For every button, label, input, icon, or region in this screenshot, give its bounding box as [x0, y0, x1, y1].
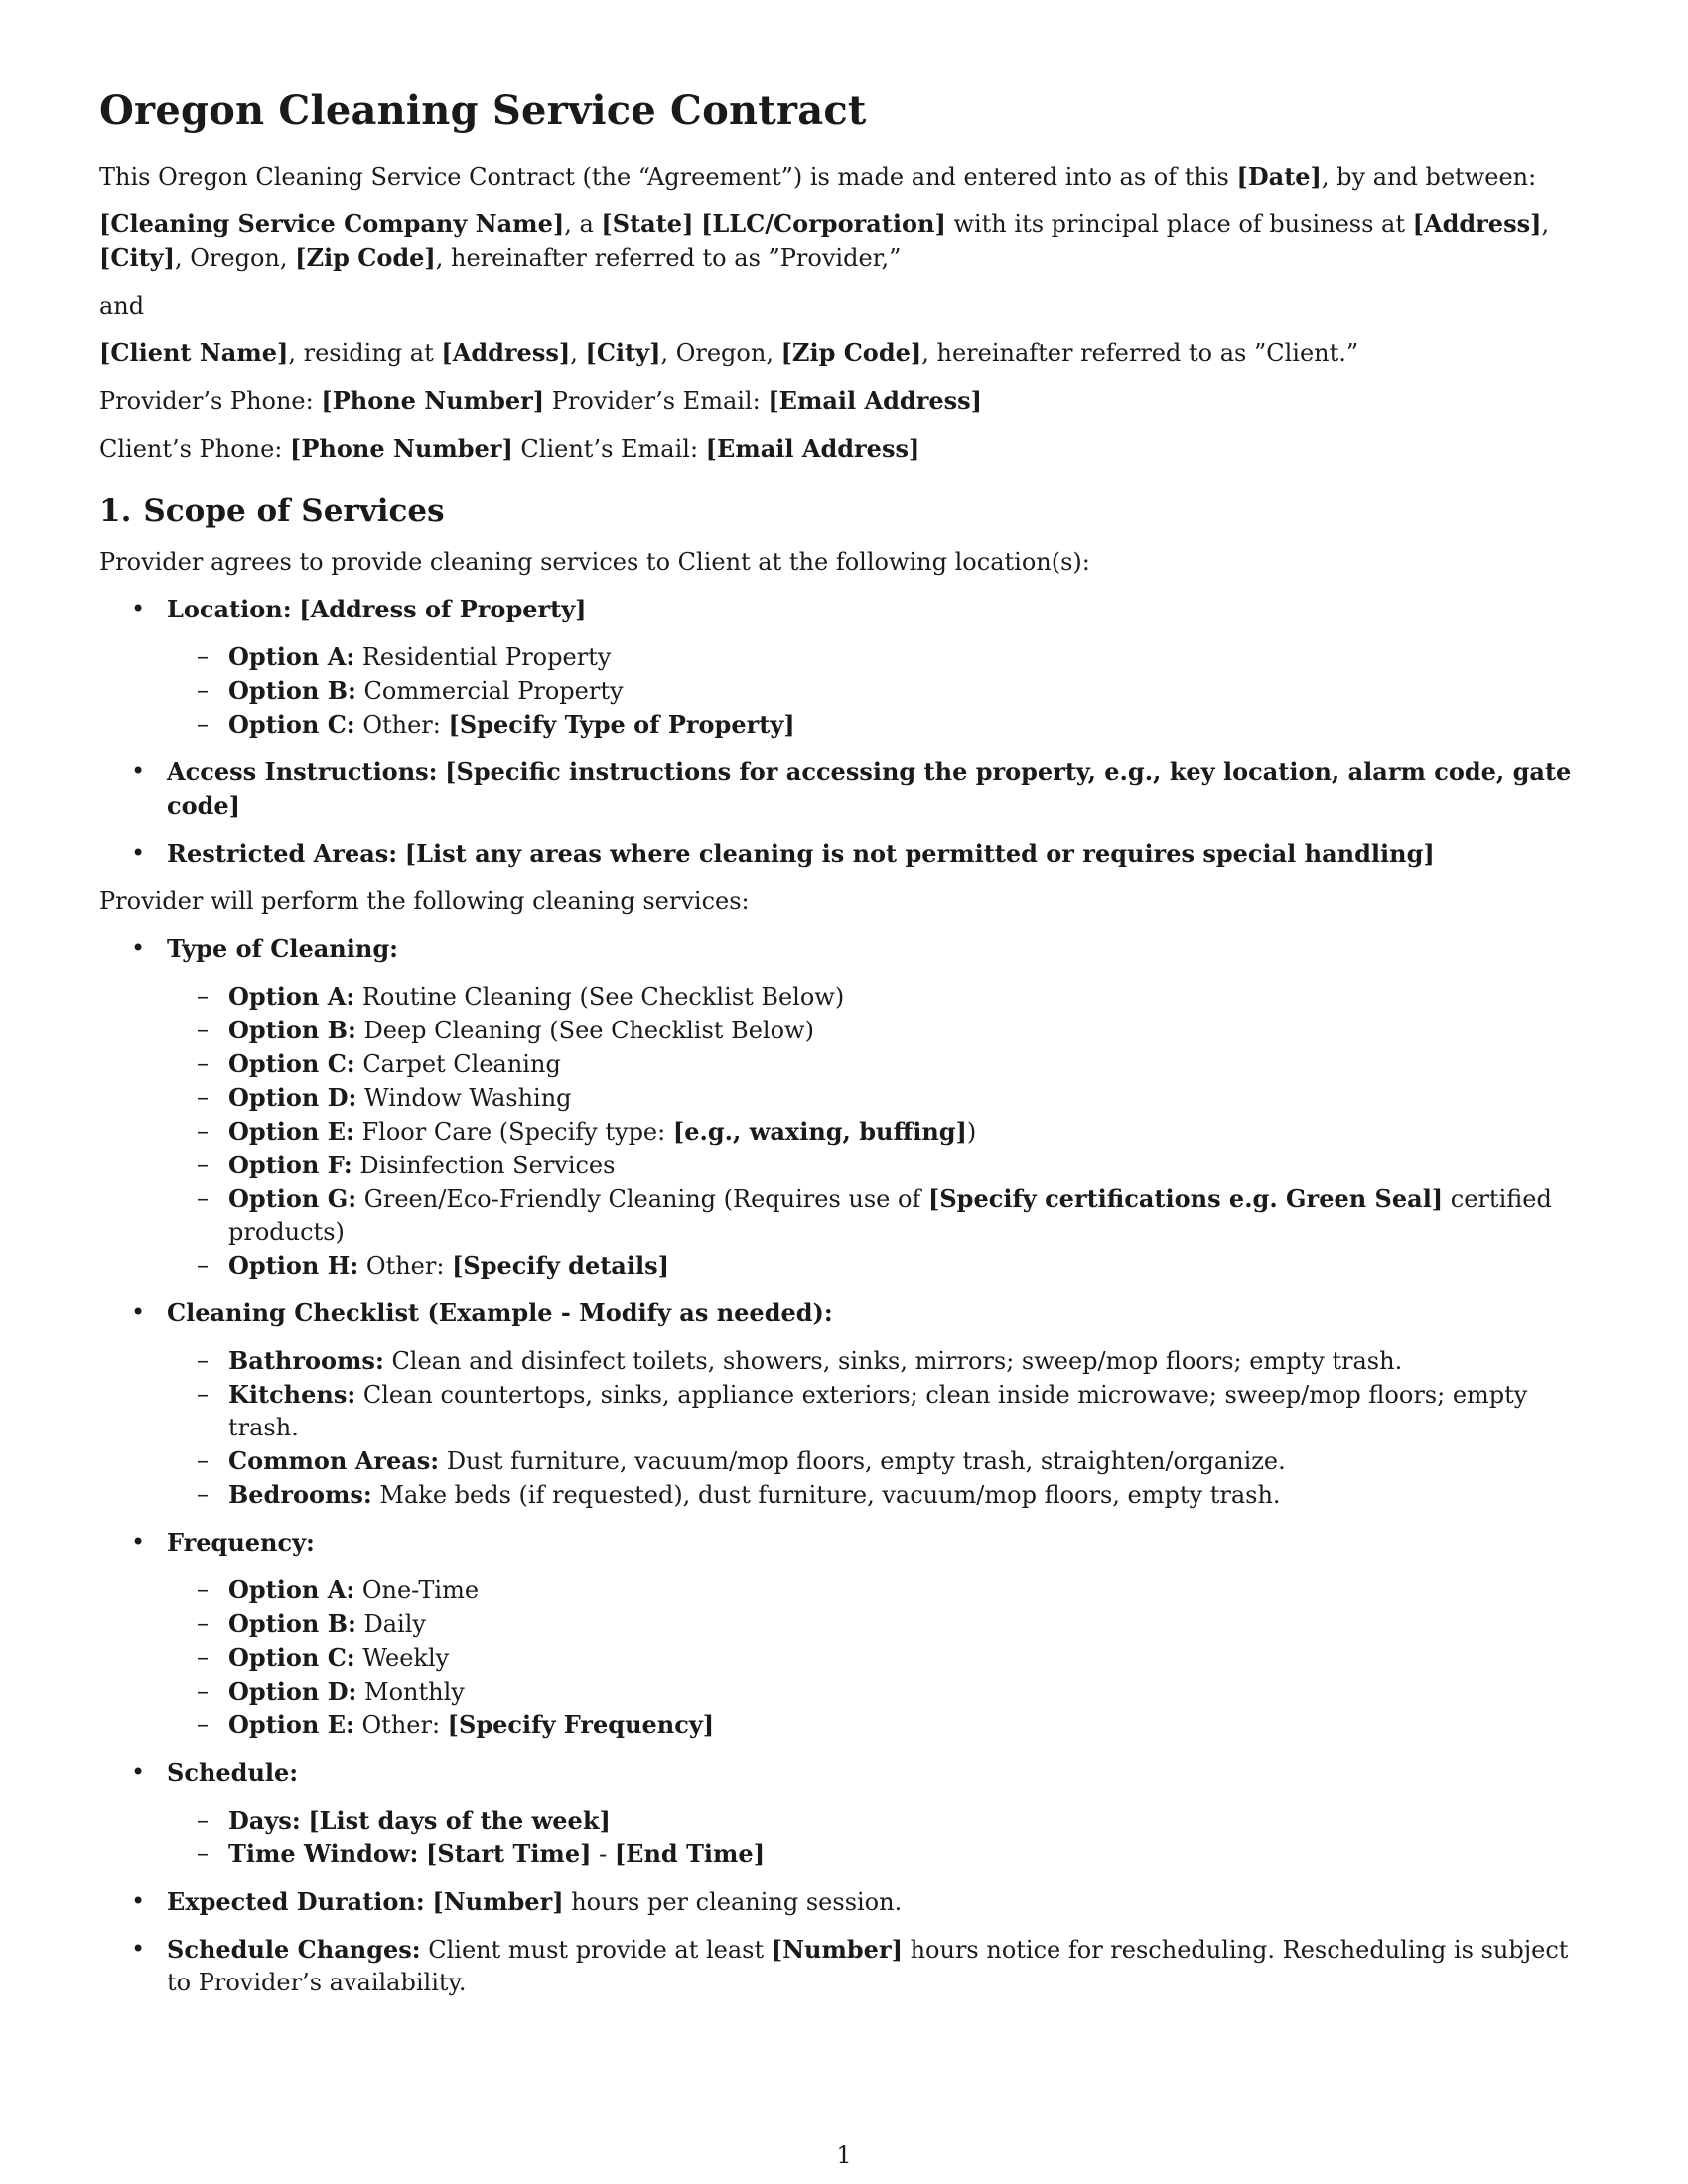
option-text: Other: [365, 1252, 453, 1280]
checklist-item-text: Clean and disinfect toilets, showers, sinks, mirrors; sweep/mop floors; empty trash. [391, 1347, 1403, 1375]
list-item-restricted [167, 837, 1589, 871]
list-item-schedule-changes [167, 1933, 1589, 1999]
list-item [228, 1344, 1589, 1378]
option-text: Other: [362, 711, 449, 739]
list-item-checklist [167, 1297, 1589, 1512]
list-item-schedule [167, 1756, 1589, 1871]
option-placeholder: [Specify Type of Property] [448, 710, 795, 739]
option-label: Option A: [228, 1575, 355, 1604]
list-item [228, 674, 1589, 708]
option-text: Floor Care (Specify type: [361, 1118, 673, 1146]
days-label: Days: [228, 1806, 301, 1835]
client-email-label: Client’s Email: [512, 435, 706, 463]
list-item [228, 1573, 1589, 1607]
provider-email-label: Provider’s Email: [544, 387, 769, 415]
type-label: Type of Cleaning: [167, 934, 398, 963]
client-text: , hereinafter referred to as ”Client.” [921, 340, 1359, 367]
list-item [228, 1444, 1589, 1478]
schedule-changes-label: Schedule Changes: [167, 1935, 421, 1964]
list-item-type-of-cleaning [167, 932, 1589, 1283]
option-text: Carpet Cleaning [362, 1050, 561, 1078]
intro-paragraph [99, 160, 1589, 194]
option-text: One-Time [361, 1576, 480, 1604]
provider-text: , a [564, 210, 602, 238]
client-text: , Oregon, [660, 340, 781, 367]
schedule-changes-text: hours notice for rescheduling. Rescheduling is subject to Provider’s availability. [167, 1936, 1569, 1996]
time-separator: - [591, 1841, 615, 1868]
provider-email-placeholder: [Email Address] [768, 386, 982, 415]
checklist-items [167, 1344, 1589, 1512]
services-intro: Provider will perform the following cleaning services: [99, 887, 750, 915]
option-text: Daily [363, 1610, 426, 1638]
list-item [228, 1641, 1589, 1675]
schedule-items [167, 1804, 1589, 1871]
frequency-options [167, 1573, 1589, 1742]
schedule-changes-text: Client must provide at least [420, 1936, 772, 1964]
client-city-placeholder: [City] [585, 339, 661, 367]
checklist-label: Cleaning Checklist (Example - Modify as needed): [167, 1298, 833, 1327]
restricted-placeholder: [List any areas where cleaning is not permitted or requires special handling] [404, 839, 1435, 868]
duration-label: Expected Duration: [167, 1887, 425, 1916]
section-heading-scope [99, 493, 1589, 529]
list-item [228, 1675, 1589, 1708]
date-placeholder: [Date] [1236, 162, 1322, 191]
client-email-placeholder: [Email Address] [705, 434, 920, 463]
option-label: Option A: [228, 642, 355, 671]
option-label: Option E: [228, 1117, 354, 1146]
provider-text: , [1541, 210, 1550, 238]
option-text: ) [966, 1118, 977, 1146]
restricted-label: Restricted Areas: [167, 839, 398, 868]
option-text: Commercial Property [363, 677, 624, 705]
client-phone-label: Client’s Phone: [99, 435, 291, 463]
checklist-item-text: Make beds (if requested), dust furniture, vacuum/mop floors, empty trash. [379, 1481, 1281, 1509]
list-item-frequency [167, 1526, 1589, 1742]
option-text: Weekly [362, 1644, 450, 1672]
state-placeholder: [State] [601, 209, 694, 238]
provider-phone-label: Provider’s Phone: [99, 387, 322, 415]
option-placeholder: [Specify details] [452, 1251, 669, 1280]
client-paragraph [99, 337, 1589, 370]
list-item [228, 1047, 1589, 1081]
option-placeholder: [Specify certifications e.g. Green Seal] [927, 1184, 1444, 1213]
option-text: Other: [361, 1711, 448, 1739]
provider-text [693, 210, 701, 238]
option-label: Option C: [228, 1643, 355, 1672]
list-item [228, 1182, 1589, 1249]
list-item [228, 1804, 1589, 1838]
location-label: Location: [167, 595, 292, 623]
client-zip-placeholder: [Zip Code] [780, 339, 922, 367]
option-label: Option A: [228, 982, 355, 1011]
access-placeholder: [Specific instructions for accessing the property, e.g., key location, alarm code, gate code] [167, 757, 1572, 820]
cleaning-type-options [167, 980, 1589, 1283]
provider-text: , Oregon, [174, 244, 296, 272]
client-contact-line [99, 432, 1589, 466]
list-item [228, 708, 1589, 742]
duration-placeholder: [Number] [432, 1887, 564, 1916]
provider-city-placeholder: [City] [99, 243, 175, 272]
option-label: Option C: [228, 710, 355, 739]
intro-text: This Oregon Cleaning Service Contract (the “Agreement”) is made and entered into as of this [99, 163, 1237, 191]
client-name-placeholder: [Client Name] [99, 339, 289, 367]
provider-contact-line [99, 384, 1589, 418]
days-placeholder: [List days of the week] [308, 1806, 611, 1835]
list-item-access [167, 755, 1589, 823]
access-label: Access Instructions: [167, 757, 438, 786]
duration-text: hours per cleaning session. [563, 1888, 903, 1916]
option-label: Option B: [228, 1016, 356, 1044]
option-text: Monthly [364, 1678, 465, 1706]
frequency-label: Frequency: [167, 1528, 315, 1557]
option-label: Option F: [228, 1151, 352, 1179]
location-options [167, 640, 1589, 742]
services-list [99, 932, 1589, 1999]
list-item [228, 1708, 1589, 1742]
end-time-placeholder: [End Time] [614, 1840, 766, 1868]
provider-text: with its principal place of business at [945, 210, 1413, 238]
checklist-item-label: Common Areas: [228, 1446, 440, 1475]
option-label: Option C: [228, 1049, 355, 1078]
list-item [228, 1081, 1589, 1115]
provider-zip-placeholder: [Zip Code] [295, 243, 436, 272]
option-text: Green/Eco-Friendly Cleaning (Requires use of [363, 1185, 928, 1213]
document-page [99, 87, 1589, 2013]
list-item-location [167, 593, 1589, 742]
document-title: Oregon Cleaning Service Contract [99, 87, 867, 134]
option-label: Option B: [228, 1609, 356, 1638]
provider-phone-placeholder: [Phone Number] [321, 386, 545, 415]
client-text: , [570, 340, 586, 367]
location-placeholder: [Address of Property] [299, 595, 587, 623]
provider-paragraph [99, 207, 1589, 275]
option-text: Residential Property [361, 643, 612, 671]
client-text: , residing at [288, 340, 442, 367]
option-placeholder: [Specify Frequency] [447, 1710, 715, 1739]
scope-intro: Provider agrees to provide cleaning services to Client at the following location(s): [99, 548, 1090, 576]
list-item [228, 1149, 1589, 1182]
option-text: Deep Cleaning (See Checklist Below) [363, 1017, 814, 1044]
list-item [228, 640, 1589, 674]
section-number: 1. [99, 493, 132, 529]
list-item [228, 1249, 1589, 1283]
list-item [228, 1014, 1589, 1047]
client-address-placeholder: [Address] [441, 339, 571, 367]
list-item [228, 980, 1589, 1014]
checklist-item-text: Dust furniture, vacuum/mop floors, empty trash, straighten/organize. [446, 1447, 1286, 1475]
option-label: Option E: [228, 1710, 354, 1739]
checklist-item-label: Bathrooms: [228, 1346, 384, 1375]
schedule-label: Schedule: [167, 1758, 299, 1787]
option-label: Option D: [228, 1677, 357, 1706]
option-label: Option B: [228, 676, 356, 705]
company-name-placeholder: [Cleaning Service Company Name] [99, 209, 565, 238]
option-placeholder: [e.g., waxing, buffing] [672, 1117, 967, 1146]
option-text: certified products) [228, 1185, 1552, 1246]
client-phone-placeholder: [Phone Number] [290, 434, 513, 463]
entity-type-placeholder: [LLC/Corporation] [701, 209, 946, 238]
list-item [228, 1378, 1589, 1444]
checklist-item-label: Kitchens: [228, 1380, 356, 1409]
time-window-label: Time Window: [228, 1840, 419, 1868]
list-item [228, 1838, 1589, 1871]
option-label: Option H: [228, 1251, 359, 1280]
and-text: and [99, 292, 145, 320]
location-list [99, 593, 1589, 871]
option-text: Routine Cleaning (See Checklist Below) [361, 983, 845, 1011]
notice-hours-placeholder: [Number] [771, 1935, 903, 1964]
list-item [228, 1607, 1589, 1641]
provider-address-placeholder: [Address] [1412, 209, 1542, 238]
intro-text-end: , by and between: [1321, 163, 1537, 191]
option-text: Window Washing [364, 1084, 572, 1112]
provider-text: , hereinafter referred to as ”Provider,” [435, 244, 902, 272]
option-text: Disinfection Services [359, 1152, 616, 1179]
list-item-duration [167, 1885, 1589, 1919]
page-number: 1 [836, 2141, 852, 2169]
option-label: Option G: [228, 1184, 357, 1213]
list-item [228, 1478, 1589, 1512]
checklist-item-label: Bedrooms: [228, 1480, 372, 1509]
option-label: Option D: [228, 1083, 357, 1112]
checklist-item-text: Clean countertops, sinks, appliance exteriors; clean inside microwave; sweep/mop floors; empty trash. [228, 1381, 1528, 1441]
section-title: Scope of Services [143, 493, 445, 529]
list-item [228, 1115, 1589, 1149]
start-time-placeholder: [Start Time] [426, 1840, 592, 1868]
